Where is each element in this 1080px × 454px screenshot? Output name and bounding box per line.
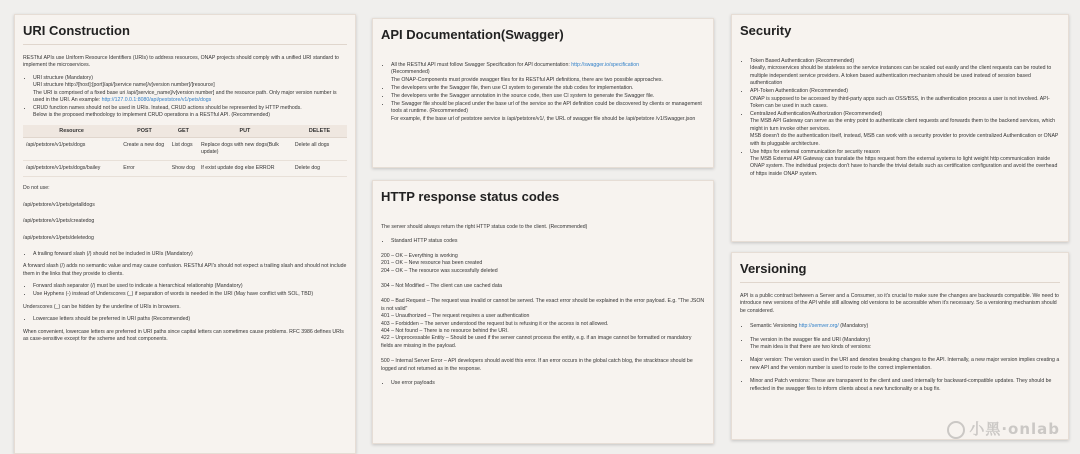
https-item: • Use https for external communication for security reason The MSB External API Gateway can translate the https request from the external systems to light weight http communication inside ONAP system. The individual projects don't have to handle the trivial details such as certification configuration and avoid the overhead of https inside ONAP system.	[750, 149, 1060, 179]
swagger-approach-2: • The developers write the Swagger annotation in the source code, then use CI system to generate the Swagger file.	[391, 93, 705, 100]
hyphen-item: • Use Hyphens (-) instead of Underscores (_) if separation of words is needed in the URI (May have conflict with SOL, TBD)	[33, 291, 347, 298]
versioning-intro: API is a public contract between a Server and a Consumer, so it's crucial to make sure the changes are backwards compatible. We need to introduce new versions of the API while still allowing old versions to be accessible when it's necessary. So a versioning mechanism should be considered.	[740, 293, 1059, 314]
swagger-title: API Documentation(Swagger)	[381, 27, 564, 42]
major-version-item: • Major version: The version used in the URI and denotes breaking changes to the API. Internally, a new major version implies creating a new API and the version number is used to route to the correct implementation.	[750, 357, 1060, 372]
swagger-placement-item: • The Swagger file should be placed under the base url of the service so the API definition could be discovered by clients or management tools at runtime. (Recommended) For example, if the base url of peststore service is /api/petstore/v1/, the URL of swagger file should be /api/petstore /v1/Swagger.json	[391, 101, 705, 123]
versioning-list	[740, 323, 1060, 393]
code-201: 201 – OK – New resource has been created	[381, 260, 483, 267]
http-intro: The server should always return the right HTTP status code to the client. (Recommended)	[381, 224, 588, 230]
versioning-title: Versioning	[740, 257, 1060, 283]
uri-list-4	[23, 316, 347, 323]
bad-uri-1: /api/petstore/v1/pets/getalldogs	[23, 201, 95, 208]
th-put: PUT	[198, 125, 292, 138]
swagger-spec-item: • All the RESTful API must follow Swagger Specification for API documentation: http://swagger.io/specification (Recommended) The ONAP-Components must provide swagger files for its RESTful API definitions, there are two possible approaches.	[391, 62, 705, 84]
semver-item: • Semantic Versioning http://semver.org/ (Mandatory)	[750, 323, 1060, 330]
uri-construction-title: URI Construction	[23, 19, 347, 45]
th-resource: Resource	[23, 125, 120, 138]
underscore-paragraph: Underscores (_) can be hidden by the underline of URIs in browsers.	[23, 303, 181, 310]
bad-uri-2: /api/petstore/v1/pets/createdog	[23, 218, 95, 225]
lowercase-item: • Lowercase letters should be preferred in URI paths (Recommended)	[33, 316, 347, 323]
example-uri-link[interactable]: http://127.0.0.1:8080/api/peststore/v1/pets/dogs	[101, 97, 212, 104]
code-204: 204 – OK – The resource was successfully deleted	[381, 267, 498, 274]
separator-item: • Forward slash separator (/) must be used to indicate a hierarchical relationship (Mandatory)	[33, 283, 347, 290]
watermark-circle-icon	[947, 421, 965, 439]
watermark-logo: 小黑·onlab	[947, 418, 1060, 439]
lowercase-paragraph: When convenient, lowercase letters are preferred in URI paths since capital letters can sometimes cause problems. RFC 3986 defines URIs as case-sensitive except for the scheme and host components.	[23, 328, 344, 342]
crud-table	[23, 125, 347, 178]
standard-codes-item: • Standard HTTP status codes	[391, 238, 705, 245]
code-401: 401 – Unauthorized – The request requires a user authentication	[381, 313, 530, 320]
semver-link[interactable]: http://semver.org/	[798, 323, 839, 330]
code-304: 304 – Not Modified – The client can use cached data	[381, 283, 503, 290]
minor-patch-item: • Minor and Patch versions: These are transparent to the client and used internally for backward-compatible updates. They should be reflected in the swagger files to inform clients about a new functionality or a bug fix.	[750, 378, 1060, 393]
uri-construction-card	[14, 14, 356, 454]
do-not-use-label: Do not use:	[23, 185, 50, 192]
trailing-slash-item: • A trailing forward slash (/) should not be included in URIs (Mandatory)	[33, 251, 347, 258]
http-list-1	[381, 238, 705, 245]
code-200: 200 – OK – Everything is working	[381, 252, 458, 259]
swagger-card	[372, 18, 714, 168]
centralized-auth-item: • Centralized Authentication/Authorization (Recommended) The MSB API Gateway can serve as the entry point to authenticate client requests and forwards them to the backend services, which might in turn invoke other services. MSB doesn't do the authentication itself, instead, MSB can work with a security provider to provide centralized Authentication or ONAP with its pluggable architecture.	[750, 111, 1060, 148]
security-title: Security	[740, 23, 792, 38]
crud-item: • CRUD function names should not be used in URIs. Instead, CRUD actions should be represented by HTTP methods. Below is the proposed methodology to implement CRUD operations in a RESTful API. (Recommended)	[33, 105, 347, 120]
slash-paragraph: A forward slash (/) adds no semantic value and may cause confusion. RESTful API's should not expect a trailing slash and should not include them in the links that they provide to clients.	[23, 263, 347, 277]
uri-list-1	[23, 75, 347, 120]
th-post: POST	[120, 125, 169, 138]
th-get: GET	[169, 125, 198, 138]
http-status-title: HTTP response status codes	[381, 189, 560, 204]
security-list	[740, 58, 1060, 178]
version-swagger-item: • The version in the swagger file and URI (Mandatory) The main idea is that there are two kinds of versions:	[750, 337, 1060, 352]
code-500: 500 – Internal Server Error – API developers should avoid this error. If an error occurs in the global catch blog, the stracktrace should be logged and not returned as in the response.	[381, 358, 693, 372]
bad-uri-3: /api/petstore/v1/pets/deletedog	[23, 234, 94, 241]
uri-structure-item: • URI structure (Mandatory) URI structure http://[host]:[port]/api/[service name]/v[version number]/[resource] The URI is comprised of a fixed base uri /api/[service_name]/v[version number] and the resource path. Only major version number is used in the URI. An example: http://127.0.0.1:8080/api/peststore/v1/pets/dogs	[33, 75, 347, 105]
code-400: 400 – Bad Request – The request was invalid or cannot be served. The exact error should be explained in the error payload. E.g. "The JSON is not valid"	[381, 298, 705, 312]
api-token-item: • API-Token Authentication (Recommended) ONAP is supposed to be accessed by third-party apps such as OSS/BSS, in the authentication process a user is not involved. API-Token can be used in such cases.	[750, 88, 1060, 110]
th-delete: DELETE	[292, 125, 347, 138]
swagger-approach-1: • The developers write the Swagger file, then use CI system to generate the stub codes for implementation.	[391, 85, 705, 92]
table-row: /api/petstore/v1/pets/dogs/bailey Error Show dog If exist update dog else ERROR Delete dog	[23, 161, 347, 177]
versioning-card	[731, 252, 1069, 440]
http-list-2	[381, 380, 705, 387]
uri-list-2	[23, 251, 347, 258]
table-row: /api/petstore/v1/pets/dogs Create a new dog List dogs Replace dogs with new dogs(Bulk update) Delete all dogs	[23, 137, 347, 160]
http-status-card	[372, 180, 714, 444]
security-card	[731, 14, 1069, 242]
swagger-list	[381, 62, 705, 123]
uri-intro: RESTful APIs use Uniform Resource Identifiers (URIs) to address resources, ONAP projects should comply with a unified URI standard to implement the microservices.	[23, 55, 339, 69]
code-403: 403 – Forbidden – The server understood the request but is refusing it or the access is not allowed.	[381, 320, 609, 327]
uri-list-3	[23, 283, 347, 298]
token-auth-item: • Token Based Authentication (Recommended) Ideally, microservices should be stateless so the service instances can be scaled out easily and the client requests can be routed to multiple independent service providers. A token based authentication mechanism should be used instead of session based authentication	[750, 58, 1060, 88]
error-payload-item: • Use error payloads	[391, 380, 705, 387]
code-422: 422 – Unprocessable Entity – Should be used if the server cannot process the entity, e.g. if an image cannot be formatted or mandatory fields are missing in the payload.	[381, 335, 692, 349]
code-404: 404 – Not found – There is no resource behind the URI.	[381, 328, 509, 335]
swagger-spec-link[interactable]: http://swagger.io/specification	[571, 62, 639, 68]
